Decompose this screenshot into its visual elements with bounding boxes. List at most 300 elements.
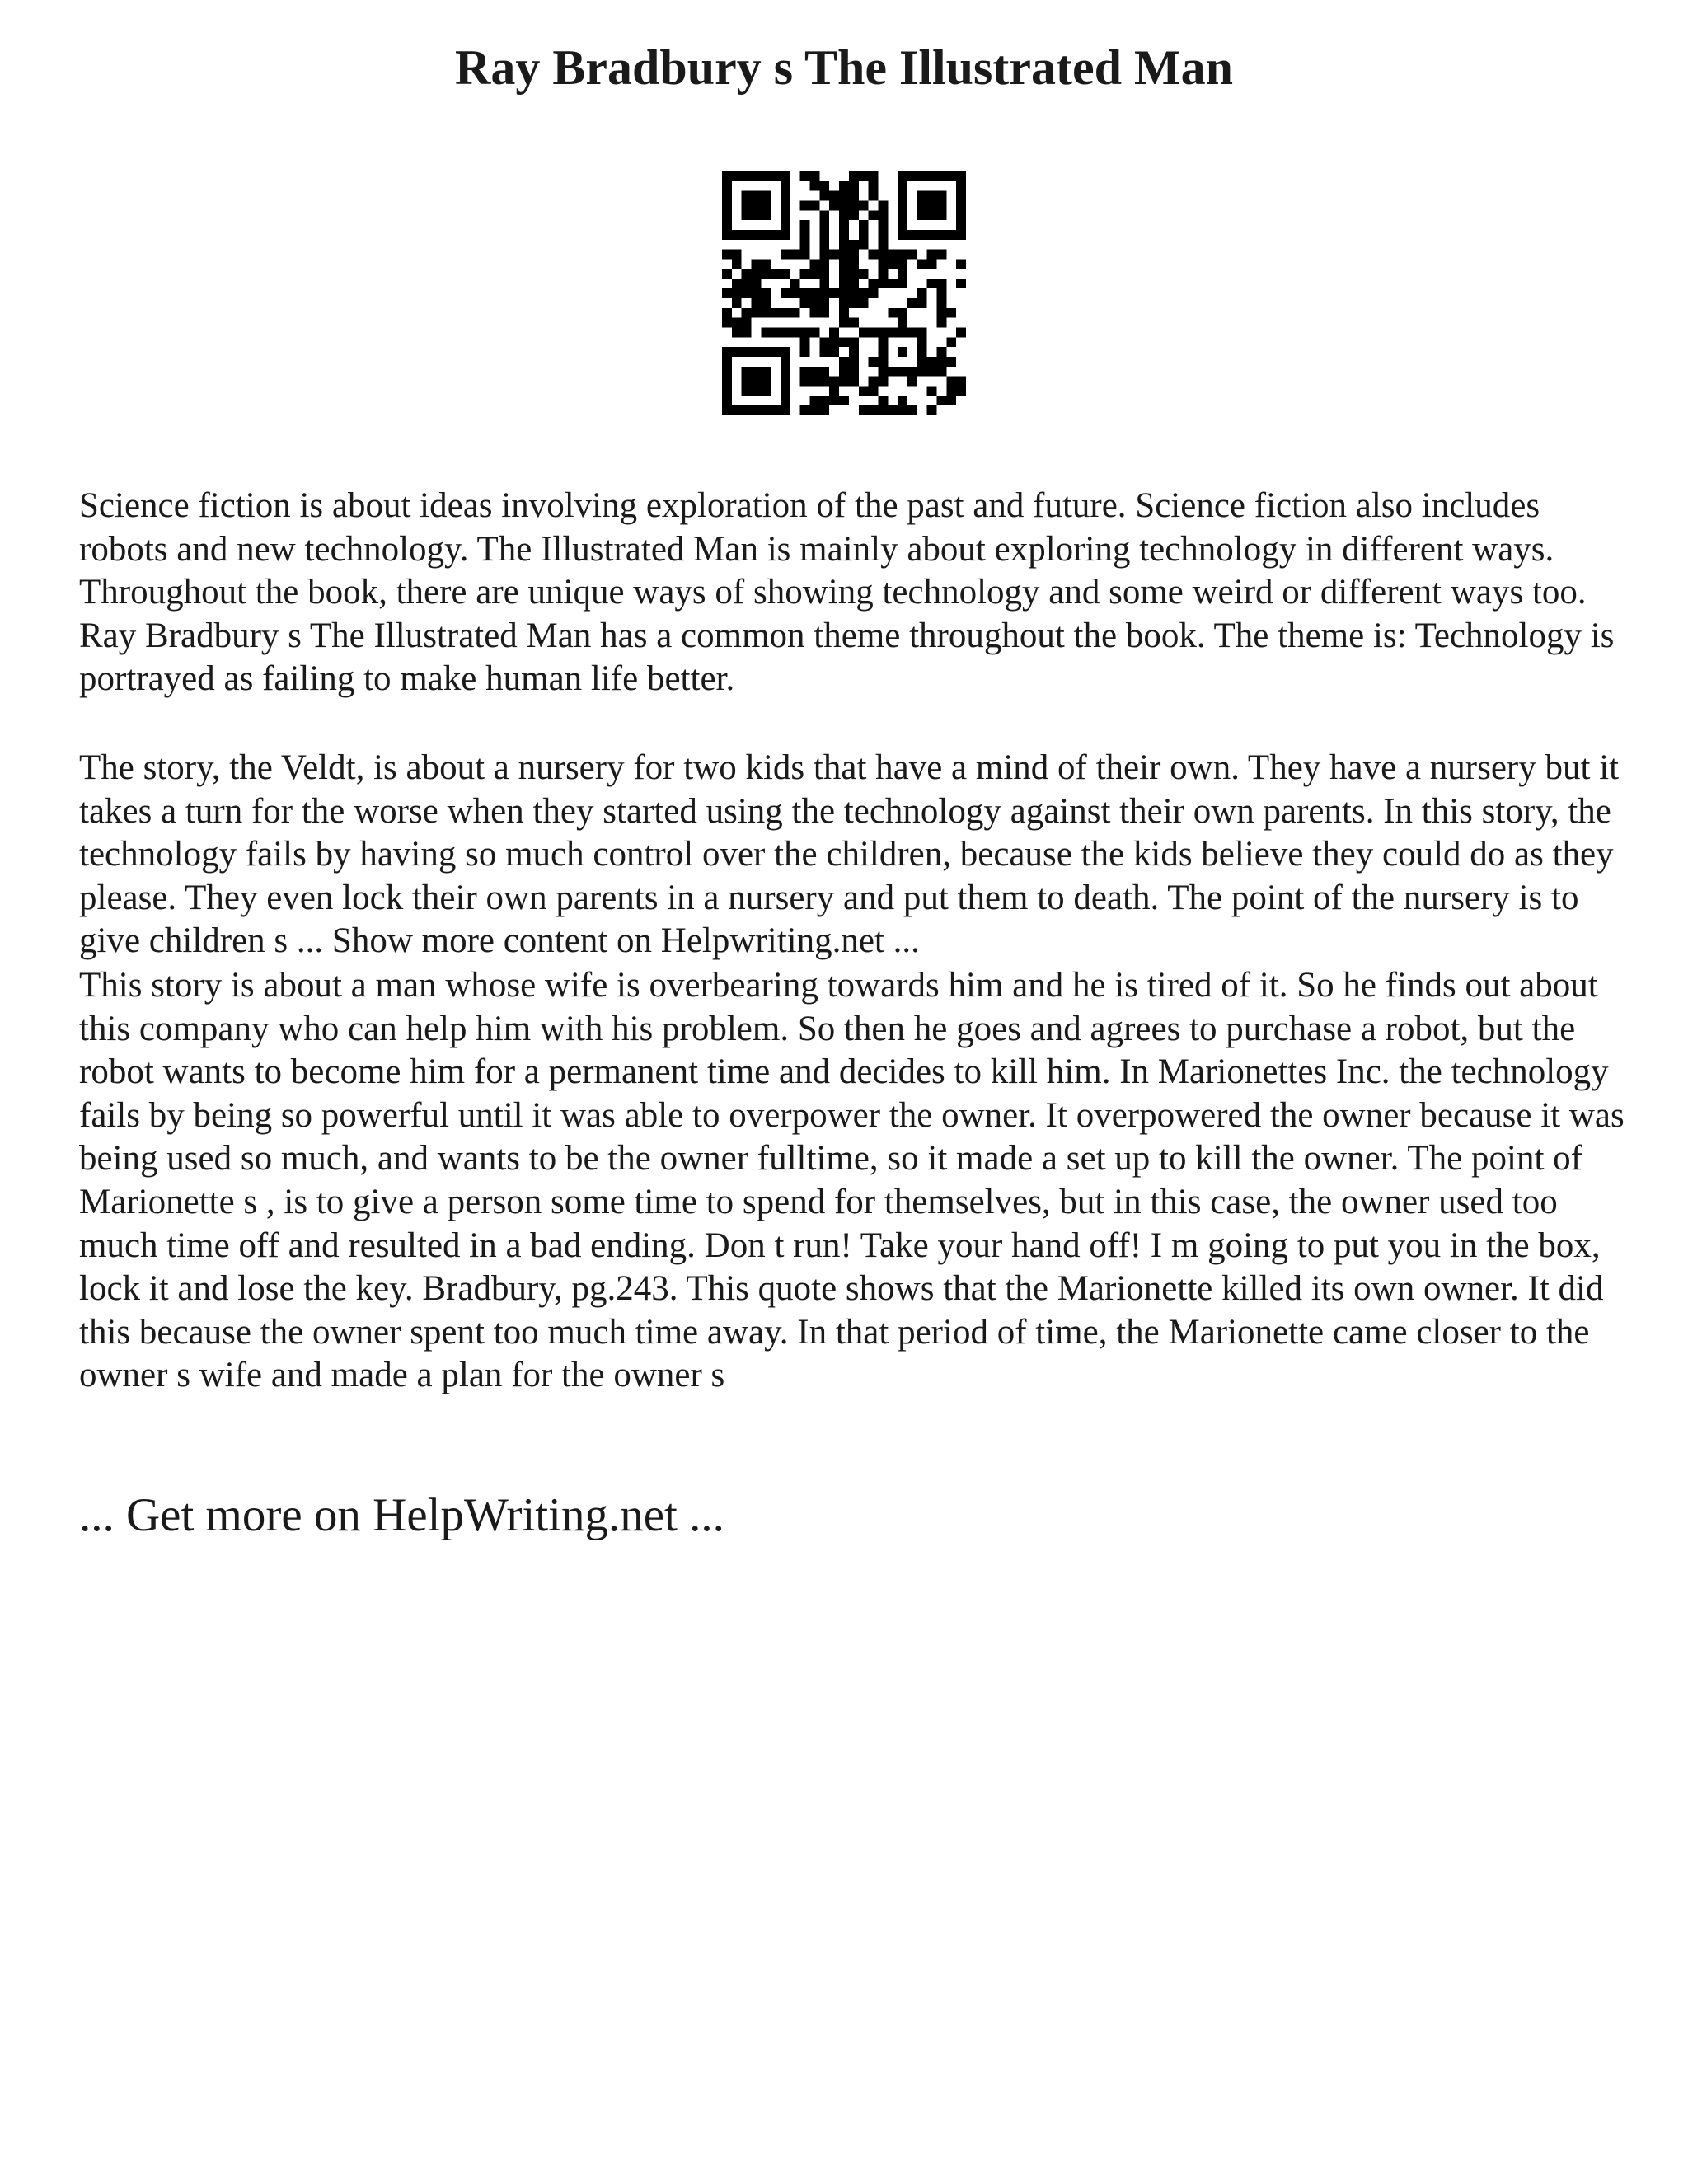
- qr-module: [742, 269, 752, 279]
- qr-module: [888, 367, 898, 377]
- qr-module: [956, 230, 966, 240]
- qr-module: [781, 269, 790, 279]
- qr-module: [859, 386, 869, 396]
- qr-module: [849, 260, 859, 269]
- qr-module: [956, 220, 966, 230]
- qr-module: [761, 210, 771, 220]
- qr-module: [829, 337, 839, 347]
- qr-module: [927, 250, 937, 260]
- qr-module: [907, 377, 917, 387]
- qr-module: [946, 377, 956, 387]
- qr-module: [732, 260, 742, 269]
- qr-module: [829, 386, 839, 396]
- qr-module: [898, 260, 907, 269]
- qr-module: [819, 308, 829, 318]
- qr-module: [878, 357, 888, 367]
- qr-module: [927, 386, 937, 396]
- qr-module: [956, 260, 966, 269]
- qr-module: [907, 230, 917, 240]
- qr-module: [839, 260, 849, 269]
- qr-module: [800, 250, 810, 260]
- qr-module: [878, 327, 888, 337]
- qr-module: [936, 347, 946, 357]
- qr-module: [790, 327, 800, 337]
- qr-module: [810, 367, 820, 377]
- qr-module: [898, 269, 907, 279]
- qr-module: [810, 405, 820, 415]
- qr-module: [781, 191, 790, 201]
- qr-module: [849, 367, 859, 377]
- qr-module: [878, 347, 888, 357]
- qr-module: [732, 279, 742, 288]
- qr-module: [927, 367, 937, 377]
- qr-module: [927, 191, 937, 201]
- qr-module: [917, 201, 927, 211]
- qr-module: [742, 191, 752, 201]
- qr-module: [907, 171, 917, 181]
- paragraph-intro: Science fiction is about ideas involving exploration of the past and future. Science fiction also includes robots and new technology. The Illustrated Man is mainly about exploring technology in different ways. Throughout the book, there are unique ways of showing technology and some weird or different ways too. Ray Bradbury s The Illustrated Man has a common theme throughout the book. The theme is: Technology is portrayed as failing to make human life better.: [79, 486, 1615, 699]
- qr-module: [819, 191, 829, 201]
- qr-module: [781, 201, 790, 211]
- qr-module: [829, 377, 839, 387]
- qr-module: [888, 308, 898, 318]
- qr-module: [752, 191, 762, 201]
- qr-module: [819, 269, 829, 279]
- qr-module: [878, 230, 888, 240]
- qr-module: [936, 279, 946, 288]
- qr-module: [869, 279, 879, 288]
- qr-module: [752, 288, 762, 298]
- qr-module: [878, 260, 888, 269]
- qr-module: [761, 386, 771, 396]
- qr-module: [771, 269, 781, 279]
- qr-module: [859, 201, 869, 211]
- qr-module: [849, 357, 859, 367]
- qr-module: [898, 210, 907, 220]
- qr-code-image[interactable]: [722, 171, 966, 415]
- qr-module: [810, 171, 820, 181]
- qr-module: [917, 347, 927, 357]
- qr-module: [839, 181, 849, 191]
- qr-module: [761, 298, 771, 308]
- qr-module: [898, 201, 907, 211]
- qr-module: [771, 347, 781, 357]
- qr-module: [781, 367, 790, 377]
- qr-module: [878, 377, 888, 387]
- qr-module: [898, 308, 907, 318]
- qr-module: [742, 230, 752, 240]
- qr-module: [732, 250, 742, 260]
- qr-module: [732, 230, 742, 240]
- qr-module: [800, 201, 810, 211]
- qr-module: [771, 405, 781, 415]
- qr-module: [722, 308, 732, 318]
- qr-module: [781, 308, 790, 318]
- qr-module: [819, 288, 829, 298]
- qr-module: [819, 377, 829, 387]
- qr-module: [819, 240, 829, 250]
- qr-module: [878, 220, 888, 230]
- qr-module: [849, 337, 859, 347]
- qr-module: [742, 318, 752, 328]
- qr-module: [859, 240, 869, 250]
- qr-module: [869, 171, 879, 181]
- qr-module: [810, 260, 820, 269]
- qr-module: [839, 337, 849, 347]
- qr-module: [839, 396, 849, 405]
- qr-module: [839, 298, 849, 308]
- qr-module: [898, 327, 907, 337]
- qr-module: [936, 318, 946, 328]
- qr-module: [956, 377, 966, 387]
- qr-module: [878, 279, 888, 288]
- qr-module: [722, 230, 732, 240]
- qr-module: [752, 230, 762, 240]
- qr-module: [771, 171, 781, 181]
- qr-module: [869, 210, 879, 220]
- qr-module: [849, 279, 859, 288]
- qr-module: [761, 347, 771, 357]
- qr-module: [810, 377, 820, 387]
- qr-module: [800, 377, 810, 387]
- qr-module: [849, 240, 859, 250]
- qr-module: [936, 288, 946, 298]
- qr-module: [781, 327, 790, 337]
- qr-module: [946, 357, 956, 367]
- qr-module: [849, 377, 859, 387]
- qr-module: [781, 250, 790, 260]
- qr-module: [781, 220, 790, 230]
- qr-module: [732, 171, 742, 181]
- qr-module: [956, 386, 966, 396]
- qr-module: [742, 377, 752, 387]
- qr-module: [761, 269, 771, 279]
- qr-module: [927, 230, 937, 240]
- qr-module: [956, 327, 966, 337]
- qr-module: [946, 386, 956, 396]
- qr-module: [781, 357, 790, 367]
- get-more-link[interactable]: ... Get more on HelpWriting.net ...: [79, 1489, 724, 1541]
- qr-module: [722, 347, 732, 357]
- qr-module: [859, 327, 869, 337]
- qr-module: [800, 298, 810, 308]
- qr-module: [917, 210, 927, 220]
- qr-module: [761, 308, 771, 318]
- qr-module: [722, 367, 732, 377]
- qr-module: [859, 171, 869, 181]
- qr-module: [849, 210, 859, 220]
- qr-module: [898, 396, 907, 405]
- qr-module: [819, 367, 829, 377]
- qr-module: [781, 377, 790, 387]
- qr-module: [936, 308, 946, 318]
- qr-module: [839, 230, 849, 240]
- qr-module: [849, 298, 859, 308]
- qr-module: [936, 298, 946, 308]
- qr-module: [819, 210, 829, 220]
- qr-module: [917, 327, 927, 337]
- qr-module: [869, 405, 879, 415]
- qr-module: [819, 279, 829, 288]
- qr-module: [722, 269, 732, 279]
- qr-code-icon: [722, 171, 966, 415]
- qr-module: [810, 288, 820, 298]
- qr-module: [927, 260, 937, 269]
- qr-module: [742, 210, 752, 220]
- qr-module: [752, 298, 762, 308]
- qr-module: [819, 405, 829, 415]
- qr-module: [869, 181, 879, 191]
- qr-module: [869, 191, 879, 201]
- qr-module: [869, 327, 879, 337]
- qr-module: [927, 201, 937, 211]
- qr-module: [869, 377, 879, 387]
- qr-module: [898, 181, 907, 191]
- qr-module: [790, 279, 800, 288]
- qr-module: [917, 288, 927, 298]
- qr-module: [800, 327, 810, 337]
- qr-module: [946, 308, 956, 318]
- qr-module: [907, 250, 917, 260]
- qr-module: [839, 367, 849, 377]
- qr-module: [878, 405, 888, 415]
- qr-module: [810, 298, 820, 308]
- qr-module: [849, 347, 859, 357]
- qr-module: [781, 210, 790, 220]
- qr-module: [927, 171, 937, 181]
- qr-module: [917, 298, 927, 308]
- qr-module: [810, 269, 820, 279]
- qr-module: [752, 386, 762, 396]
- qr-module: [898, 230, 907, 240]
- qr-module: [917, 337, 927, 347]
- qr-module: [771, 327, 781, 337]
- qr-module: [936, 396, 946, 405]
- qr-module: [819, 230, 829, 240]
- qr-module: [829, 347, 839, 357]
- qr-module: [800, 171, 810, 181]
- qr-module: [839, 240, 849, 250]
- qr-module: [742, 201, 752, 211]
- qr-module: [752, 269, 762, 279]
- qr-module: [898, 250, 907, 260]
- qr-module: [810, 201, 820, 211]
- qr-module: [800, 240, 810, 250]
- qr-module: [732, 298, 742, 308]
- qr-module: [742, 279, 752, 288]
- qr-module: [849, 191, 859, 201]
- qr-module: [898, 220, 907, 230]
- qr-module: [810, 396, 820, 405]
- qr-module: [819, 337, 829, 347]
- qr-module: [898, 318, 907, 328]
- qr-module: [936, 201, 946, 211]
- qr-module: [936, 191, 946, 201]
- qr-module: [752, 260, 762, 269]
- qr-module: [761, 367, 771, 377]
- qr-module: [752, 308, 762, 318]
- qr-module: [936, 357, 946, 367]
- qr-module: [810, 308, 820, 318]
- qr-module: [819, 347, 829, 357]
- qr-module: [829, 250, 839, 260]
- qr-module: [878, 240, 888, 250]
- qr-module: [722, 405, 732, 415]
- qr-module: [898, 405, 907, 415]
- qr-module: [781, 288, 790, 298]
- qr-module: [859, 269, 869, 279]
- qr-module: [752, 405, 762, 415]
- qr-module: [752, 279, 762, 288]
- qr-module: [752, 171, 762, 181]
- qr-module: [829, 396, 839, 405]
- qr-module: [829, 288, 839, 298]
- qr-module: [839, 201, 849, 211]
- qr-module: [742, 327, 752, 337]
- qr-module: [761, 260, 771, 269]
- qr-module: [849, 181, 859, 191]
- qr-module: [898, 367, 907, 377]
- qr-module: [849, 269, 859, 279]
- qr-module: [819, 298, 829, 308]
- qr-module: [859, 288, 869, 298]
- qr-module: [888, 327, 898, 337]
- qr-module: [859, 298, 869, 308]
- qr-module: [849, 201, 859, 211]
- qr-module: [800, 347, 810, 357]
- qr-module: [849, 318, 859, 328]
- qr-module: [907, 327, 917, 337]
- qr-module: [781, 230, 790, 240]
- qr-module: [898, 191, 907, 201]
- qr-module: [771, 308, 781, 318]
- qr-module: [907, 367, 917, 377]
- qr-module: [761, 377, 771, 387]
- document-title: Ray Bradbury s The Illustrated Man: [454, 40, 1233, 95]
- qr-module: [761, 171, 771, 181]
- qr-module: [839, 279, 849, 288]
- qr-module: [781, 171, 790, 181]
- qr-module: [917, 367, 927, 377]
- qr-module: [839, 308, 849, 318]
- qr-module: [859, 230, 869, 240]
- qr-module: [732, 288, 742, 298]
- qr-module: [781, 405, 790, 415]
- qr-module: [946, 230, 956, 240]
- qr-module: [898, 171, 907, 181]
- qr-module: [936, 230, 946, 240]
- qr-module: [956, 181, 966, 191]
- qr-module: [849, 288, 859, 298]
- qr-module: [839, 191, 849, 201]
- qr-module: [752, 377, 762, 387]
- qr-module: [722, 386, 732, 396]
- qr-module: [790, 288, 800, 298]
- qr-module: [917, 357, 927, 367]
- qr-module: [742, 171, 752, 181]
- qr-module: [722, 250, 732, 260]
- qr-module: [829, 201, 839, 211]
- qr-module: [761, 405, 771, 415]
- qr-module: [878, 337, 888, 347]
- qr-module: [722, 171, 732, 181]
- qr-module: [800, 288, 810, 298]
- qr-module: [722, 181, 732, 191]
- qr-module: [810, 181, 820, 191]
- qr-module: [888, 260, 898, 269]
- qr-module: [790, 250, 800, 260]
- qr-module: [849, 250, 859, 260]
- qr-module: [761, 327, 771, 337]
- qr-module: [946, 396, 956, 405]
- qr-module: [956, 279, 966, 288]
- qr-module: [839, 288, 849, 298]
- qr-module: [761, 288, 771, 298]
- qr-module: [839, 377, 849, 387]
- qr-module: [927, 279, 937, 288]
- qr-module: [722, 357, 732, 367]
- qr-module: [800, 337, 810, 347]
- qr-module: [907, 298, 917, 308]
- qr-module: [839, 210, 849, 220]
- qr-module: [839, 357, 849, 367]
- qr-module: [956, 171, 966, 181]
- qr-module: [752, 367, 762, 377]
- qr-module: [956, 201, 966, 211]
- qr-module: [869, 288, 879, 298]
- qr-module: [781, 386, 790, 396]
- qr-module: [829, 327, 839, 337]
- paragraph-marionettes: This story is about a man whose wife is overbearing towards him and he is tired of it. So he finds out about this company who can help him with his problem. So then he goes and agrees to purchase a robot, but the robot wants to become him for a permanent time and decides to kill him. In Marionettes Inc. the technology fails by being so powerful until it was able to overpower the owner. It overpowered the owner because it was being used so much, and wants to be the owner fulltime, so it made a set up to kill the owner. The point of Marionette s , is to give a person some time to spend for themselves, but in this case, the owner used too much time off and resulted in a bad ending. Don t run! Take your hand off! I m going to put you in the box, lock it and lose the key. Bradbury, pg.243. This quote shows that the Marionette killed its own owner. It did this because the owner spent too much time away. In that period of time, the Marionette came closer to the owner s wife and made a plan for the owner s: [79, 966, 1625, 1395]
- qr-module: [752, 201, 762, 211]
- qr-module: [869, 250, 879, 260]
- qr-module: [742, 386, 752, 396]
- qr-module: [800, 405, 810, 415]
- qr-module: [888, 279, 898, 288]
- qr-module: [927, 405, 937, 415]
- qr-module: [761, 191, 771, 201]
- qr-module: [800, 269, 810, 279]
- qr-module: [878, 210, 888, 220]
- qr-module: [927, 357, 937, 367]
- qr-module: [771, 230, 781, 240]
- qr-module: [742, 405, 752, 415]
- qr-module: [839, 318, 849, 328]
- qr-module: [722, 396, 732, 405]
- qr-module: [859, 405, 869, 415]
- qr-module: [722, 288, 732, 298]
- qr-module: [732, 405, 742, 415]
- qr-module: [839, 220, 849, 230]
- qr-module: [898, 279, 907, 288]
- qr-module: [810, 327, 820, 337]
- qr-module: [839, 250, 849, 260]
- qr-module: [722, 220, 732, 230]
- qr-module: [752, 210, 762, 220]
- qr-module: [819, 396, 829, 405]
- qr-module: [946, 337, 956, 347]
- qr-module: [819, 260, 829, 269]
- qr-module: [936, 367, 946, 377]
- qr-module: [878, 367, 888, 377]
- qr-module: [819, 250, 829, 260]
- qr-module: [917, 171, 927, 181]
- qr-module: [732, 327, 742, 337]
- qr-module: [917, 260, 927, 269]
- qr-module: [761, 201, 771, 211]
- qr-module: [956, 191, 966, 201]
- qr-module: [819, 181, 829, 191]
